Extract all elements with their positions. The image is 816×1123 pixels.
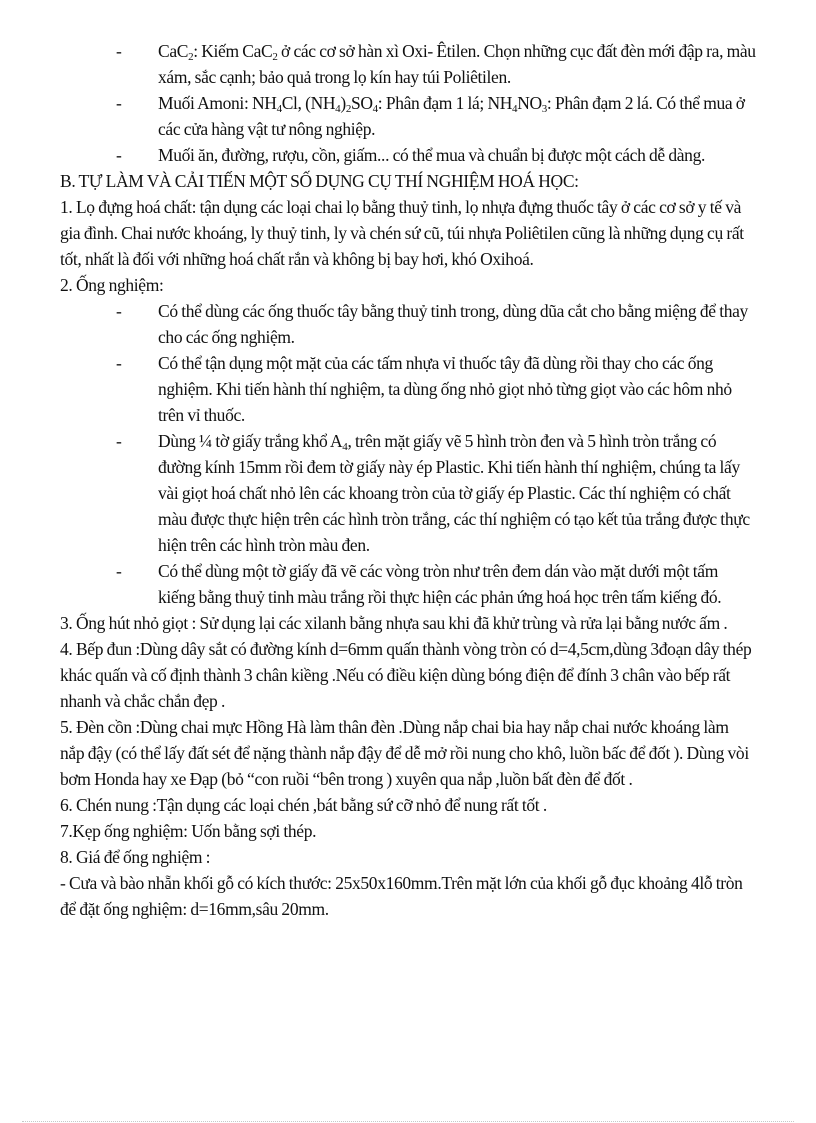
item-4-paragraph: 4. Bếp đun :Dùng dây sắt có đường kính d=6mm quấn thành vòng tròn có d=4,5cm,dùng 3đoạn dây thép khác quấn và cố định thành 3 chân kiềng .Nếu có điều kiện dùng bóng điện để đính 3 chân vào bếp rất nhanh và chắc chắn đẹp .: [60, 639, 752, 711]
subscript-text: 2: [188, 51, 194, 63]
bullet-item: [0, 38, 816, 90]
bullet-text: : Kiếm CaC: [193, 41, 273, 61]
bullet-text: , trên mặt giấy vẽ 5 hình tròn đen và 5 hình tròn trắng có đường kính 15mm rồi đem tờ giấy này ép Plastic. Khi tiến hành thí nghiệm, chúng ta lấy vài giọt hoá chất nhỏ lên các khoang tròn của tờ giấy ép Plastic. Các thí nghiệm có chất màu được thực hiện trên các hình tròn trắng, các thí nghiệm có tạo kết tủa trắng được thực hiện trên các hình tròn màu đen.: [158, 431, 750, 555]
item-3-paragraph: 3. Ống hút nhỏ giọt : Sử dụng lại các xilanh bằng nhựa sau khi đã khử trùng và rửa lại bằng nước ấm .: [60, 613, 728, 633]
bullet-dash: -: [116, 145, 122, 165]
subscript-text: 4: [276, 103, 282, 115]
item-7-paragraph: 7.Kẹp ống nghiệm: Uốn bằng sợi thép.: [60, 821, 317, 841]
subscript-text: 4: [372, 103, 378, 115]
item-8-heading: 8. Giá để ống nghiệm :: [60, 847, 211, 867]
bullet-dash: -: [116, 431, 122, 451]
item-1-paragraph: 1. Lọ đựng hoá chất: tận dụng các loại chai lọ bằng thuỷ tinh, lọ nhựa đựng thuốc tây ở các cơ sở y tế và gia đình. Chai nước khoáng, ly thuỷ tinh, ly và chén sứ cũ, túi nhựa Poliêtilen cũng là những dụng cụ rất tốt, nhất là đối với những hoá chất rắn và không bị bay hơi, khó Oxihoá.: [60, 197, 744, 269]
bullet-dash: -: [116, 301, 122, 321]
bullet-item: [0, 142, 816, 168]
bullet-text: CaC: [158, 41, 189, 61]
bullet-text: ): [340, 93, 346, 113]
item-6-paragraph: 6. Chén nung :Tận dụng các loại chén ,bát bằng sứ cỡ nhỏ để nung rất tốt .: [60, 795, 547, 815]
bullet-text: SO: [350, 93, 373, 113]
section-b-heading: B. TỰ LÀM VÀ CẢI TIẾN MỘT SỐ DỤNG CỤ THÍ NGHIỆM HOÁ HỌC:: [60, 171, 579, 191]
bullet-dash: -: [116, 353, 122, 373]
bullet-item: [0, 298, 816, 350]
subscript-text: 4: [512, 103, 518, 115]
bullet-text: Muối Amoni: NH: [158, 93, 277, 113]
bullet-text: Cl, (NH: [281, 93, 336, 113]
subscript-text: 4: [335, 103, 341, 115]
bullet-text: Muối ăn, đường, rượu, cồn, giấm... có thể mua và chuẩn bị được một cách dễ dàng.: [158, 145, 706, 165]
bullet-text: : Phân đạm 2 lá. Có thể mua ở các cửa hàng vật tư nông nghiệp.: [158, 93, 745, 139]
bullet-dash: -: [116, 93, 122, 113]
page-bottom-divider: [22, 1121, 794, 1122]
bullet-list-test-tubes: [0, 298, 816, 610]
bullet-text: Dùng ¼ tờ giấy trắng khổ A: [158, 431, 343, 451]
item-5-paragraph: 5. Đèn cồn :Dùng chai mực Hồng Hà làm thân đèn .Dùng nắp chai bia hay nắp chai nước khoáng làm nắp đậy (có thể lấy đất sét để nặng thành nắp đậy để dễ mở rồi nung cho khô, luồn bấc để đốt ). Dùng vòi bơm Honda hay xe Đạp (bỏ “con ruồi “bên trong ) xuyên qua nắp ,luồn bất đèn để đốt .: [60, 717, 749, 789]
bullet-item: [0, 558, 816, 610]
bullet-item: [0, 90, 816, 142]
bullet-dash: -: [116, 41, 122, 61]
bullet-text: NO: [517, 93, 542, 113]
document-content: [0, 38, 816, 922]
subscript-text: 3: [541, 103, 547, 115]
subscript-text: 4: [342, 441, 348, 453]
bullet-text: : Phân đạm 1 lá; NH: [377, 93, 513, 113]
bullet-text: Có thể tận dụng một mặt của các tấm nhựa vỉ thuốc tây đã dùng rồi thay cho các ống nghiệm. Khi tiến hành thí nghiệm, ta dùng ống nhỏ giọt nhỏ từng giọt vào các hôm nhỏ trên vỉ thuốc.: [158, 353, 732, 425]
subscript-text: 2: [345, 103, 351, 115]
item-2-heading: 2. Ống nghiệm:: [60, 275, 164, 295]
bullet-text: Có thể dùng một tờ giấy đã vẽ các vòng tròn như trên đem dán vào mặt dưới một tấm kiếng bằng thuỷ tinh màu trắng rồi thực hiện các phản ứng hoá học trên tấm kiếng đó.: [158, 561, 722, 607]
bullet-dash: -: [116, 561, 122, 581]
bullet-text: Có thể dùng các ống thuốc tây bằng thuỷ tinh trong, dùng dũa cắt cho bằng miệng để thay cho các ống nghiệm.: [158, 301, 748, 347]
subscript-text: 2: [272, 51, 278, 63]
item-8-paragraph: - Cưa và bào nhẵn khối gỗ có kích thước: 25x50x160mm.Trên mặt lớn của khối gỗ đục khoảng 4lỗ tròn để đặt ống nghiệm: d=16mm,sâu 20mm.: [60, 873, 743, 919]
bullet-item: [0, 350, 816, 428]
bullet-text: ở các cơ sở hàn xì Oxi- Êtilen. Chọn những cục đất đèn mới đập ra, màu xám, sắc cạnh; bảo quả trong lọ kín hay túi Poliêtilen.: [158, 41, 756, 87]
bullet-item: [0, 428, 816, 558]
bullet-list-chemicals: [0, 38, 816, 168]
